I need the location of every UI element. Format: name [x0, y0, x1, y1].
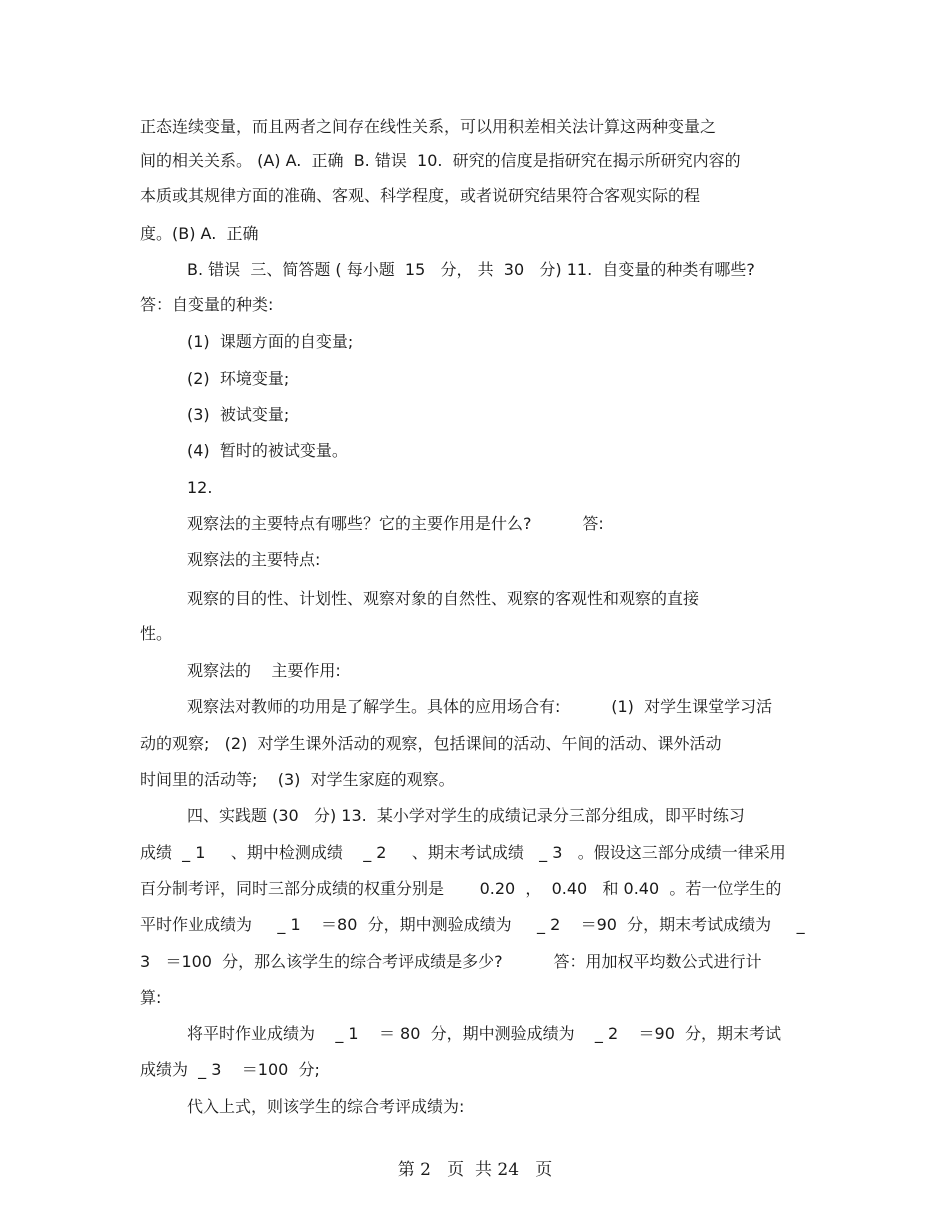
list-item: (3) 被试变量;: [187, 405, 290, 424]
text-line: B. 错误 三、简答题 ( 每小题 15 分， 共 30 分) 11. 自变量的种类有哪些?: [187, 260, 755, 279]
text-line: 观察法的主要特点有哪些？它的主要作用是什么? 答:: [187, 514, 604, 533]
text-line: 百分制考评，同时三部分成绩的权重分别是 0.20 ， 0.40 和 0.40 。若一位学生的: [140, 879, 782, 898]
text-line: 动的观察; (2) 对学生课外活动的观察，包括课间的活动、午间的活动、课外活动: [140, 734, 722, 753]
text-line: 性。: [140, 624, 173, 643]
text-line: 观察法的 主要作用:: [187, 661, 341, 680]
text-line: 度。(B) A. 正确: [140, 224, 259, 243]
text-line: 平时作业成绩为 _ 1 ＝80 分，期中测验成绩为 _ 2 ＝90 分，期末考试成绩为 _: [140, 915, 805, 934]
text-line: 成绩为 _ 3 ＝100 分;: [140, 1060, 320, 1079]
text-line: 将平时作业成绩为 _ 1 ＝ 80 分，期中测验成绩为 _ 2 ＝90 分，期末考试: [187, 1024, 782, 1043]
text-line: 成绩 _ 1 、期中检测成绩 _ 2 、期末考试成绩 _ 3 。假设这三部分成绩一律采用: [140, 843, 786, 862]
question-number: 12.: [187, 478, 213, 497]
text-line: 算:: [140, 988, 162, 1007]
text-line: 本质或其规律方面的准确、客观、科学程度，或者说研究结果符合客观实际的程: [140, 186, 701, 205]
page-footer: 第 2 页 共 24 页: [397, 1160, 553, 1180]
list-item: (2) 环境变量;: [187, 369, 290, 388]
text-line: 正态连续变量，而且两者之间存在线性关系，可以用积差相关法计算这两种变量之: [140, 117, 717, 136]
text-line: 四、实践题 (30 分) 13. 某小学对学生的成绩记录分三部分组成，即平时练习: [187, 806, 745, 825]
text-line: 观察法的主要特点:: [187, 550, 321, 569]
list-item: (4) 暂时的被试变量。: [187, 441, 348, 460]
text-line: 代入上式，则该学生的综合考评成绩为:: [187, 1097, 465, 1116]
text-line: 间的相关关系。 (A) A. 正确 B. 错误 10. 研究的信度是指研究在揭示所研究内容的: [140, 151, 741, 170]
text-line: 观察法对教师的功用是了解学生。具体的应用场合有: (1) 对学生课堂学习活: [187, 697, 773, 716]
text-line: 答：自变量的种类:: [140, 295, 274, 314]
text-line: 观察的目的性、计划性、观察对象的自然性、观察的客观性和观察的直接: [187, 589, 700, 608]
list-item: (1) 课题方面的自变量;: [187, 332, 354, 351]
text-line: 时间里的活动等; (3) 对学生家庭的观察。: [140, 770, 455, 789]
text-line: 3 ＝100 分，那么该学生的综合考评成绩是多少? 答：用加权平均数公式进行计: [140, 952, 762, 971]
